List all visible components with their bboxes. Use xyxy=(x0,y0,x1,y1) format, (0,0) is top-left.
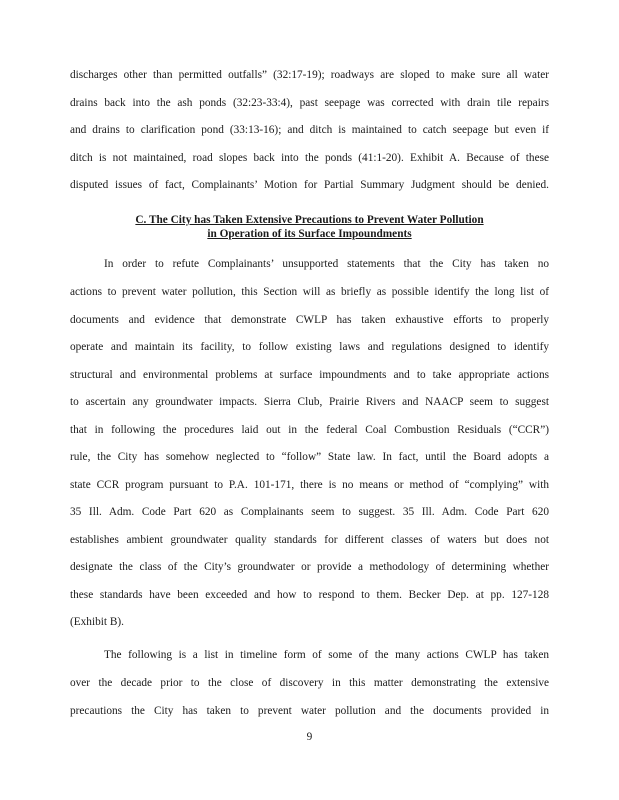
text-line: structural and environmental problems at surface impoundments and to take appropriate actions xyxy=(70,369,549,381)
text-line: to ascertain any groundwater impacts. Sierra Club, Prairie Rivers and NAACP seem to suggest xyxy=(70,396,549,408)
section-heading: C. The City has Taken Extensive Precautions to Prevent Water Pollution xyxy=(135,214,484,226)
text-line: these standards have been exceeded and how to respond to them. Becker Dep. at pp. 127-128 xyxy=(70,589,549,601)
text-line: (Exhibit B). xyxy=(70,616,124,628)
text-line: ditch is not maintained, road slopes back into the ponds (41:1-20). Exhibit A. Because of these xyxy=(70,152,549,164)
text-line: and drains to clarification pond (33:13-16); and ditch is maintained to catch seepage but even if xyxy=(70,124,549,136)
text-line: disputed issues of fact, Complainants’ Motion for Partial Summary Judgment should be denied. xyxy=(70,179,549,191)
text-line: that in following the procedures laid out in the federal Coal Combustion Residuals (“CCR”) xyxy=(70,424,549,436)
page-number: 9 xyxy=(306,731,313,743)
text-line: discharges other than permitted outfalls” (32:17-19); roadways are sloped to make sure all water xyxy=(70,69,549,81)
text-line: designate the class of the City’s groundwater or provide a methodology of determining whether xyxy=(70,561,549,573)
text-line: establishes ambient groundwater quality standards for different classes of waters but does not xyxy=(70,534,549,546)
text-line: documents and evidence that demonstrate CWLP has taken exhaustive efforts to properly xyxy=(70,314,549,326)
text-line: precautions the City has taken to prevent water pollution and the documents provided in xyxy=(70,705,549,717)
text-line: In order to refute Complainants’ unsupported statements that the City has taken no xyxy=(104,258,549,270)
text-line: The following is a list in timeline form of some of the many actions CWLP has taken xyxy=(104,649,549,661)
text-line: rule, the City has somehow neglected to “follow” State law. In fact, until the Board adopts a xyxy=(70,451,549,463)
text-line: 35 Ill. Adm. Code Part 620 as Complainants seem to suggest. 35 Ill. Adm. Code Part 620 xyxy=(70,506,549,518)
text-line: operate and maintain its facility, to follow existing laws and regulations designed to identify xyxy=(70,341,549,353)
text-line: drains back into the ash ponds (32:23-33:4), past seepage was corrected with drain tile repairs xyxy=(70,97,549,109)
text-line: state CCR program pursuant to P.A. 101-171, there is no means or method of “complying” with xyxy=(70,479,549,491)
section-heading-subtitle: in Operation of its Surface Impoundments xyxy=(207,228,412,240)
text-line: actions to prevent water pollution, this Section will as briefly as possible identify the long list of xyxy=(70,286,549,298)
text-line: over the decade prior to the close of discovery in this matter demonstrating the extensive xyxy=(70,677,549,689)
